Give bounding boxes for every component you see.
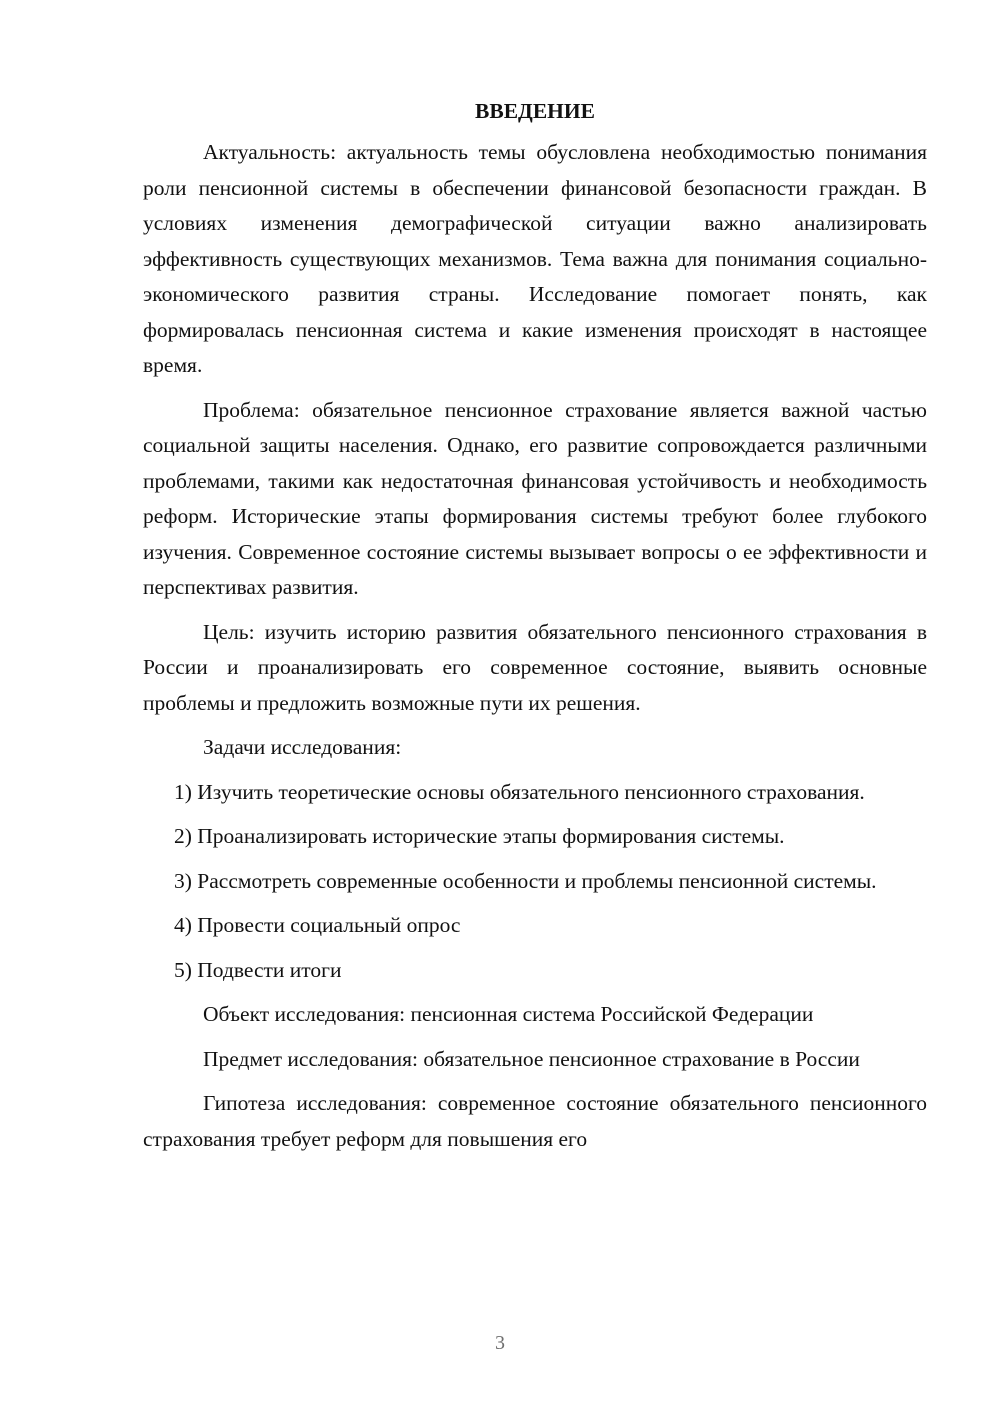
page-number: 3 — [495, 1332, 505, 1354]
task-item-5: 5) Подвести итоги — [174, 957, 342, 982]
task-item-3: 3) Рассмотреть современные особенности и проблемы пенсионной системы. — [174, 868, 877, 893]
goal-paragraph: Цель: изучить историю развития обязательного пенсионного страхования в России и проанализировать его современное состояние, выявить основные проблемы и предложить возможные пути их решения. — [143, 619, 927, 715]
problem-paragraph: Проблема: обязательное пенсионное страхование является важной частью социальной защиты населения. Однако, его развитие сопровождается различными проблемами, такими как недостаточная финансовая устойчивость и необходимость реформ. Исторические этапы формирования системы требуют более глубокого изучения. Современное состояние системы вызывает вопросы о ее эффективности и перспективах развития. — [143, 397, 927, 599]
object-paragraph: Объект исследования: пенсионная система Российской Федерации — [203, 1002, 814, 1026]
section-title: ВВЕДЕНИЕ — [475, 99, 595, 123]
subject-paragraph: Предмет исследования: обязательное пенсионное страхование в России — [203, 1046, 860, 1071]
tasks-heading: Задачи исследования: — [203, 735, 402, 759]
task-item-1: 1) Изучить теоретические основы обязательного пенсионного страхования. — [174, 779, 865, 804]
hypothesis-paragraph: Гипотеза исследования: современное состояние обязательного пенсионного страхования требует реформ для повышения его — [143, 1091, 927, 1151]
relevance-paragraph: Актуальность: актуальность темы обусловлена необходимостью понимания роли пенсионной системы в обеспечении финансовой безопасности граждан. В условиях изменения демографической ситуации важно анализировать эффективность существующих механизмов. Тема важна для понимания социально-экономического развития страны. Исследование помогает понять, как формировалась пенсионная система и какие изменения происходят в настоящее время. — [143, 140, 927, 377]
task-item-4: 4) Провести социальный опрос — [174, 913, 461, 937]
page-content — [143, 96, 927, 1166]
task-item-2: 2) Проанализировать исторические этапы формирования системы. — [174, 824, 785, 848]
